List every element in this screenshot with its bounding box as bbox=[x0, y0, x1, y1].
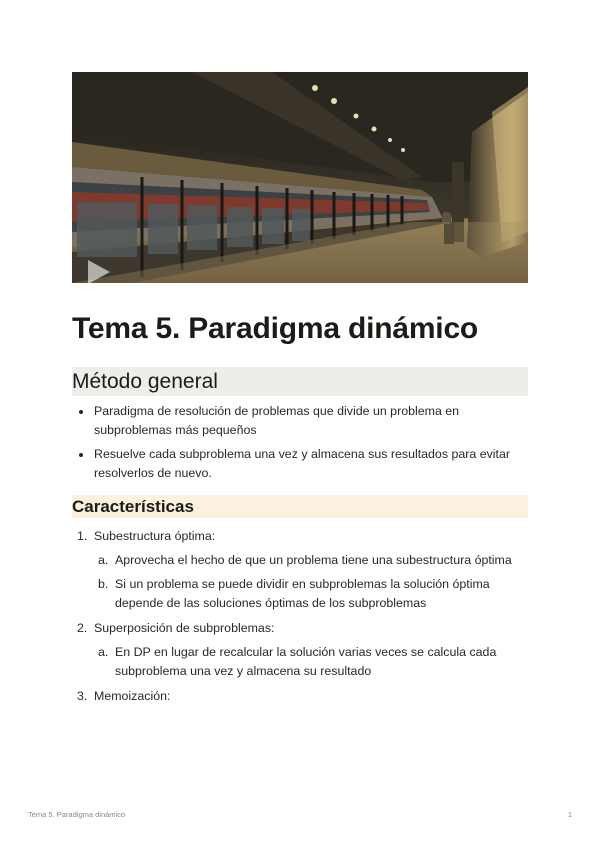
sub-item-text: Si un problema se puede dividir en subproblemas la solución óptima depende de las soluciones óptimas de los subproblemas bbox=[115, 577, 490, 610]
section-heading: Método general bbox=[72, 370, 218, 393]
numbered-item bbox=[72, 687, 528, 706]
list-item-text: Paradigma de resolución de problemas que divide un problema en subproblemas más pequeños bbox=[94, 404, 460, 437]
list-number: 2. bbox=[77, 621, 88, 635]
sub-item-text: En DP en lugar de recalcular la solución varias veces se calcula cada subproblema una vez y almacena su resultado bbox=[115, 645, 497, 678]
list-item bbox=[72, 445, 528, 483]
page-content bbox=[72, 72, 528, 710]
cover-image bbox=[72, 72, 528, 283]
sub-list-item bbox=[72, 643, 528, 681]
numbered-list bbox=[72, 527, 528, 706]
sub-list-item bbox=[72, 575, 528, 613]
list-item-text: Resuelve cada subproblema una vez y almacena sus resultados para evitar resolverlos de nuevo. bbox=[94, 447, 511, 480]
section-heading-block bbox=[72, 367, 528, 396]
numbered-item-text: Superposición de subproblemas: bbox=[94, 621, 275, 635]
numbered-item-text: Memoización: bbox=[94, 689, 171, 703]
page-number: 1 bbox=[567, 810, 572, 819]
numbered-item bbox=[72, 527, 528, 546]
footer-title: Tema 5. Paradigma dinámico bbox=[28, 810, 126, 819]
list-letter: a. bbox=[98, 553, 109, 567]
bullet-list bbox=[72, 402, 528, 483]
sub-item-text: Aprovecha el hecho de que un problema tiene una subestructura óptima bbox=[115, 553, 512, 567]
numbered-item bbox=[72, 619, 528, 638]
subway-station-photo bbox=[72, 72, 528, 283]
subsection-heading: Características bbox=[72, 497, 194, 516]
list-number: 3. bbox=[77, 689, 88, 703]
subsection-heading-block bbox=[72, 495, 528, 518]
play-icon[interactable] bbox=[84, 258, 112, 283]
sub-list bbox=[72, 551, 528, 613]
bullet-icon bbox=[79, 410, 83, 414]
numbered-item-text: Subestructura óptima: bbox=[94, 529, 216, 543]
sub-list bbox=[72, 643, 528, 681]
sub-list-item bbox=[72, 551, 528, 570]
page-title: Tema 5. Paradigma dinámico bbox=[72, 312, 479, 345]
list-letter: a. bbox=[98, 645, 109, 659]
list-number: 1. bbox=[77, 529, 88, 543]
list-letter: b. bbox=[98, 577, 109, 591]
bullet-icon bbox=[79, 453, 83, 457]
list-item bbox=[72, 402, 528, 440]
